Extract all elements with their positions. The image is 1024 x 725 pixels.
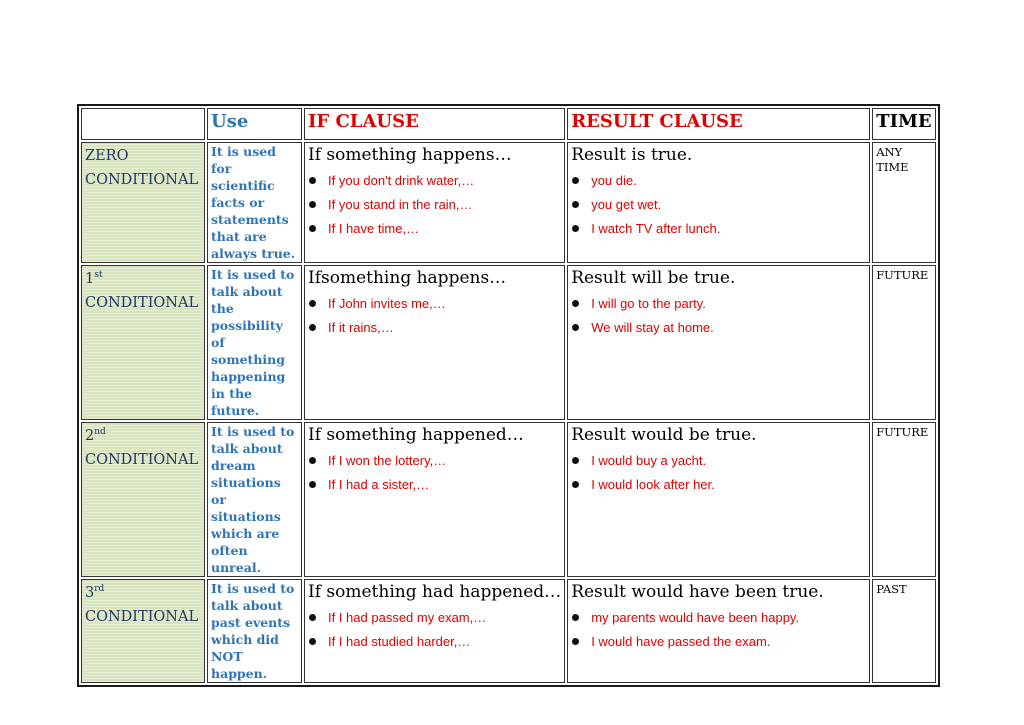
- if-clause-cell: [304, 579, 565, 683]
- bullet-icon: [309, 300, 316, 307]
- if-clause-cell: [304, 422, 565, 577]
- bullet-icon: [309, 614, 316, 621]
- if-clause-examples: [308, 169, 561, 241]
- result-clause-examples: [571, 606, 866, 654]
- bullet-icon: [572, 225, 579, 232]
- example-item: [308, 449, 561, 473]
- bullet-icon: [572, 201, 579, 208]
- example-text: If I had studied harder,…: [328, 634, 471, 649]
- example-text: We will stay at home.: [591, 320, 714, 335]
- result-clause-cell: [567, 422, 870, 577]
- bullet-icon: [572, 481, 579, 488]
- if-clause-cell: [304, 265, 565, 420]
- result-clause-lead: Result is true.: [571, 145, 693, 165]
- example-item: [571, 292, 866, 316]
- table-row: [81, 579, 936, 683]
- example-text: I would look after her.: [591, 477, 715, 492]
- example-item: [308, 473, 561, 497]
- time-cell: ANY TIME: [872, 142, 935, 263]
- use-description: It is used to talk about the possibility of something happening in the future.: [207, 265, 302, 420]
- header-time: TIME: [872, 108, 935, 140]
- example-text: my parents would have been happy.: [591, 610, 800, 625]
- example-text: If I won the lottery,…: [328, 453, 447, 468]
- example-item: [571, 606, 866, 630]
- conditional-name-cell: [81, 579, 205, 683]
- example-text: If I have time,…: [328, 221, 420, 236]
- example-text: I watch TV after lunch.: [591, 221, 721, 236]
- result-clause-cell: [567, 142, 870, 263]
- if-clause-examples: [308, 449, 561, 497]
- result-clause-lead: Result will be true.: [571, 268, 736, 288]
- time-cell: PAST: [872, 579, 935, 683]
- if-clause-cell: [304, 142, 565, 263]
- bullet-icon: [572, 614, 579, 621]
- bullet-icon: [309, 638, 316, 645]
- bullet-icon: [572, 638, 579, 645]
- example-item: [571, 169, 866, 193]
- conditional-name-label: CONDITIONAL: [85, 452, 199, 468]
- use-description: It is used for scientific facts or statements that are always true.: [207, 142, 302, 263]
- example-item: [571, 316, 866, 340]
- conditional-name-suffix: st: [94, 270, 103, 280]
- example-item: [571, 630, 866, 654]
- example-text: you get wet.: [591, 197, 662, 212]
- header-result-clause: RESULT CLAUSE: [567, 108, 870, 140]
- use-description: It is used to talk about dream situations or situations which are often unreal.: [207, 422, 302, 577]
- conditional-name-number: ZERO: [85, 148, 129, 164]
- example-text: If you stand in the rain,…: [328, 197, 473, 212]
- bullet-icon: [572, 324, 579, 331]
- example-item: [308, 630, 561, 654]
- example-text: I will go to the party.: [591, 296, 706, 311]
- example-text: If I had passed my exam,…: [328, 610, 487, 625]
- example-text: you die.: [591, 173, 637, 188]
- bullet-icon: [309, 201, 316, 208]
- example-text: If you don't drink water,…: [328, 173, 475, 188]
- conditional-name-label: CONDITIONAL: [85, 295, 199, 311]
- bullet-icon: [572, 177, 579, 184]
- result-clause-examples: [571, 169, 866, 241]
- bullet-icon: [309, 225, 316, 232]
- if-clause-lead: If something happens…: [308, 145, 512, 165]
- conditional-name-number: 3: [85, 585, 95, 601]
- example-item: [308, 169, 561, 193]
- if-clause-lead: If something happened…: [308, 425, 524, 445]
- conditional-name-cell: [81, 265, 205, 420]
- example-text: I would buy a yacht.: [591, 453, 707, 468]
- header-row: [81, 108, 936, 140]
- conditionals-table: [77, 104, 940, 687]
- example-item: [571, 217, 866, 241]
- header-blank-cell: [81, 108, 205, 140]
- time-cell: FUTURE: [872, 422, 935, 577]
- example-text: If John invites me,…: [328, 296, 446, 311]
- bullet-icon: [309, 481, 316, 488]
- table-row: [81, 422, 936, 577]
- use-description: It is used to talk about past events which did NOT happen.: [207, 579, 302, 683]
- bullet-icon: [309, 177, 316, 184]
- result-clause-cell: [567, 265, 870, 420]
- result-clause-lead: Result would have been true.: [571, 582, 824, 602]
- header-use: Use: [207, 108, 302, 140]
- example-text: If it rains,…: [328, 320, 394, 335]
- example-item: [308, 316, 561, 340]
- example-item: [571, 473, 866, 497]
- conditional-name-cell: [81, 142, 205, 263]
- example-item: [571, 193, 866, 217]
- bullet-icon: [572, 300, 579, 307]
- example-item: [308, 292, 561, 316]
- conditional-name-suffix: rd: [94, 584, 105, 594]
- table-row: [81, 142, 936, 263]
- conditional-name-number: 2: [85, 428, 95, 444]
- bullet-icon: [309, 324, 316, 331]
- conditional-name-cell: [81, 422, 205, 577]
- bullet-icon: [309, 457, 316, 464]
- header-if-clause: IF CLAUSE: [304, 108, 565, 140]
- example-item: [308, 193, 561, 217]
- result-clause-lead: Result would be true.: [571, 425, 757, 445]
- example-item: [571, 449, 866, 473]
- conditional-name-number: 1: [85, 271, 95, 287]
- conditional-name-label: CONDITIONAL: [85, 609, 199, 625]
- example-text: I would have passed the exam.: [591, 634, 771, 649]
- result-clause-cell: [567, 579, 870, 683]
- example-item: [308, 217, 561, 241]
- result-clause-examples: [571, 449, 866, 497]
- table-row: [81, 265, 936, 420]
- if-clause-lead: If something had happened…: [308, 582, 562, 602]
- if-clause-examples: [308, 292, 561, 340]
- if-clause-examples: [308, 606, 561, 654]
- example-text: If I had a sister,…: [328, 477, 430, 492]
- if-clause-lead: Ifsomething happens…: [308, 268, 507, 288]
- conditional-name-label: CONDITIONAL: [85, 172, 199, 188]
- conditional-name-suffix: nd: [94, 427, 106, 437]
- bullet-icon: [572, 457, 579, 464]
- example-item: [308, 606, 561, 630]
- result-clause-examples: [571, 292, 866, 340]
- time-cell: FUTURE: [872, 265, 935, 420]
